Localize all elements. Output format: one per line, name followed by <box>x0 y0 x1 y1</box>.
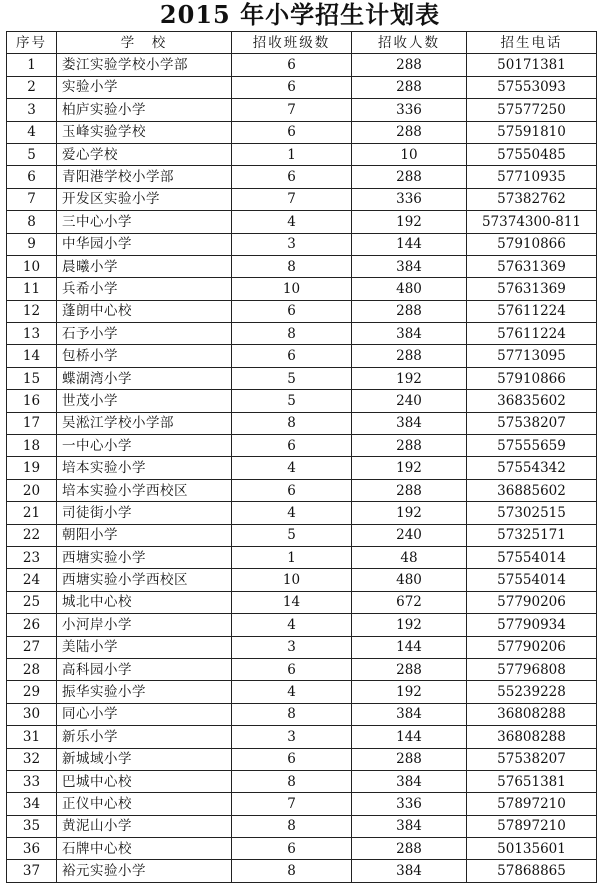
table-row <box>7 793 597 815</box>
phone-number: 57550485 <box>467 143 597 165</box>
school-name: 司徒街小学 <box>57 502 232 524</box>
row-index: 11 <box>7 278 57 300</box>
student-count: 336 <box>352 188 467 210</box>
row-index: 28 <box>7 658 57 680</box>
school-name: 石牌中心校 <box>57 838 232 860</box>
student-count: 336 <box>352 99 467 121</box>
phone-number: 50135601 <box>467 838 597 860</box>
student-count: 288 <box>352 838 467 860</box>
class-count: 8 <box>232 815 352 837</box>
phone-number: 57710935 <box>467 166 597 188</box>
school-name: 石予小学 <box>57 323 232 345</box>
header-school: 学 校 <box>57 32 232 54</box>
row-index: 3 <box>7 99 57 121</box>
class-count: 1 <box>232 143 352 165</box>
student-count: 384 <box>352 860 467 882</box>
phone-number: 57611224 <box>467 323 597 345</box>
table-row <box>7 524 597 546</box>
class-count: 6 <box>232 658 352 680</box>
class-count: 6 <box>232 121 352 143</box>
row-index: 34 <box>7 793 57 815</box>
student-count: 288 <box>352 54 467 76</box>
phone-number: 57631369 <box>467 278 597 300</box>
student-count: 384 <box>352 770 467 792</box>
phone-number: 36808288 <box>467 726 597 748</box>
student-count: 192 <box>352 681 467 703</box>
student-count: 240 <box>352 390 467 412</box>
student-count: 192 <box>352 367 467 389</box>
class-count: 3 <box>232 726 352 748</box>
row-index: 31 <box>7 726 57 748</box>
phone-number: 57554014 <box>467 569 597 591</box>
row-index: 18 <box>7 435 57 457</box>
student-count: 288 <box>352 748 467 770</box>
phone-number: 57790934 <box>467 614 597 636</box>
school-name: 培本实验小学西校区 <box>57 479 232 501</box>
row-index: 13 <box>7 323 57 345</box>
row-index: 17 <box>7 412 57 434</box>
phone-number: 57897210 <box>467 815 597 837</box>
student-count: 192 <box>352 211 467 233</box>
table-row <box>7 99 597 121</box>
school-name: 振华实验小学 <box>57 681 232 703</box>
class-count: 6 <box>232 300 352 322</box>
school-name: 中华园小学 <box>57 233 232 255</box>
class-count: 6 <box>232 76 352 98</box>
class-count: 6 <box>232 838 352 860</box>
phone-number: 57382762 <box>467 188 597 210</box>
school-name: 西塘实验小学西校区 <box>57 569 232 591</box>
class-count: 6 <box>232 54 352 76</box>
row-index: 29 <box>7 681 57 703</box>
phone-number: 57538207 <box>467 748 597 770</box>
row-index: 20 <box>7 479 57 501</box>
school-name: 青阳港学校小学部 <box>57 166 232 188</box>
school-name: 蝶湖湾小学 <box>57 367 232 389</box>
row-index: 37 <box>7 860 57 882</box>
student-count: 384 <box>352 412 467 434</box>
table-row <box>7 300 597 322</box>
table-row <box>7 143 597 165</box>
table-row <box>7 278 597 300</box>
student-count: 480 <box>352 569 467 591</box>
phone-number: 57796808 <box>467 658 597 680</box>
class-count: 4 <box>232 502 352 524</box>
student-count: 48 <box>352 546 467 568</box>
phone-number: 55239228 <box>467 681 597 703</box>
table-body <box>7 54 597 882</box>
table-header-row <box>7 32 597 54</box>
table-row <box>7 188 597 210</box>
student-count: 10 <box>352 143 467 165</box>
student-count: 192 <box>352 614 467 636</box>
table-row <box>7 54 597 76</box>
row-index: 6 <box>7 166 57 188</box>
student-count: 384 <box>352 815 467 837</box>
class-count: 8 <box>232 323 352 345</box>
table-row <box>7 860 597 882</box>
table-row <box>7 546 597 568</box>
school-name: 包桥小学 <box>57 345 232 367</box>
school-name: 新乐小学 <box>57 726 232 748</box>
student-count: 288 <box>352 76 467 98</box>
school-name: 城北中心校 <box>57 591 232 613</box>
class-count: 7 <box>232 793 352 815</box>
row-index: 25 <box>7 591 57 613</box>
school-name: 兵希小学 <box>57 278 232 300</box>
student-count: 384 <box>352 255 467 277</box>
header-classes: 招收班级数 <box>232 32 352 54</box>
class-count: 1 <box>232 546 352 568</box>
table-row <box>7 636 597 658</box>
student-count: 336 <box>352 793 467 815</box>
table-row <box>7 457 597 479</box>
student-count: 384 <box>352 703 467 725</box>
row-index: 22 <box>7 524 57 546</box>
phone-number: 57790206 <box>467 591 597 613</box>
table-row <box>7 345 597 367</box>
student-count: 288 <box>352 345 467 367</box>
student-count: 384 <box>352 323 467 345</box>
header-phone: 招生电话 <box>467 32 597 54</box>
class-count: 14 <box>232 591 352 613</box>
class-count: 4 <box>232 614 352 636</box>
class-count: 4 <box>232 457 352 479</box>
table-row <box>7 76 597 98</box>
school-name: 裕元实验小学 <box>57 860 232 882</box>
row-index: 12 <box>7 300 57 322</box>
school-name: 新城域小学 <box>57 748 232 770</box>
school-name: 吴淞江学校小学部 <box>57 412 232 434</box>
table-row <box>7 703 597 725</box>
school-name: 黄泥山小学 <box>57 815 232 837</box>
table-row <box>7 435 597 457</box>
school-name: 爱心学校 <box>57 143 232 165</box>
table-row <box>7 748 597 770</box>
student-count: 288 <box>352 479 467 501</box>
phone-number: 57577250 <box>467 99 597 121</box>
class-count: 5 <box>232 390 352 412</box>
phone-number: 57591810 <box>467 121 597 143</box>
student-count: 288 <box>352 435 467 457</box>
header-students: 招收人数 <box>352 32 467 54</box>
class-count: 3 <box>232 636 352 658</box>
student-count: 480 <box>352 278 467 300</box>
row-index: 7 <box>7 188 57 210</box>
enrollment-plan-table <box>6 31 597 883</box>
class-count: 8 <box>232 770 352 792</box>
phone-number: 57555659 <box>467 435 597 457</box>
row-index: 15 <box>7 367 57 389</box>
class-count: 10 <box>232 278 352 300</box>
row-index: 35 <box>7 815 57 837</box>
row-index: 2 <box>7 76 57 98</box>
phone-number: 57325171 <box>467 524 597 546</box>
phone-number: 57374300-811 <box>467 211 597 233</box>
row-index: 27 <box>7 636 57 658</box>
school-name: 实验小学 <box>57 76 232 98</box>
school-name: 三中心小学 <box>57 211 232 233</box>
phone-number: 36808288 <box>467 703 597 725</box>
table-row <box>7 255 597 277</box>
row-index: 4 <box>7 121 57 143</box>
student-count: 288 <box>352 166 467 188</box>
student-count: 144 <box>352 233 467 255</box>
school-name: 开发区实验小学 <box>57 188 232 210</box>
table-row <box>7 323 597 345</box>
table-row <box>7 681 597 703</box>
class-count: 5 <box>232 367 352 389</box>
row-index: 24 <box>7 569 57 591</box>
student-count: 240 <box>352 524 467 546</box>
table-row <box>7 233 597 255</box>
school-name: 小河岸小学 <box>57 614 232 636</box>
table-row <box>7 591 597 613</box>
student-count: 192 <box>352 457 467 479</box>
table-row <box>7 502 597 524</box>
student-count: 192 <box>352 502 467 524</box>
row-index: 26 <box>7 614 57 636</box>
school-name: 一中心小学 <box>57 435 232 457</box>
school-name: 巴城中心校 <box>57 770 232 792</box>
phone-number: 50171381 <box>467 54 597 76</box>
phone-number: 57651381 <box>467 770 597 792</box>
phone-number: 57790206 <box>467 636 597 658</box>
table-row <box>7 166 597 188</box>
class-count: 4 <box>232 211 352 233</box>
page-title: 2015 年小学招生计划表 <box>159 0 441 29</box>
class-count: 8 <box>232 860 352 882</box>
row-index: 21 <box>7 502 57 524</box>
class-count: 6 <box>232 345 352 367</box>
class-count: 7 <box>232 188 352 210</box>
table-row <box>7 770 597 792</box>
row-index: 5 <box>7 143 57 165</box>
class-count: 5 <box>232 524 352 546</box>
class-count: 7 <box>232 99 352 121</box>
class-count: 6 <box>232 166 352 188</box>
phone-number: 36835602 <box>467 390 597 412</box>
phone-number: 57631369 <box>467 255 597 277</box>
student-count: 288 <box>352 658 467 680</box>
class-count: 10 <box>232 569 352 591</box>
table-row <box>7 121 597 143</box>
table-row <box>7 815 597 837</box>
class-count: 3 <box>232 233 352 255</box>
table-row <box>7 726 597 748</box>
header-index: 序号 <box>7 32 57 54</box>
phone-number: 36885602 <box>467 479 597 501</box>
table-row <box>7 569 597 591</box>
phone-number: 57897210 <box>467 793 597 815</box>
class-count: 8 <box>232 255 352 277</box>
class-count: 8 <box>232 412 352 434</box>
row-index: 10 <box>7 255 57 277</box>
class-count: 4 <box>232 681 352 703</box>
student-count: 672 <box>352 591 467 613</box>
phone-number: 57713095 <box>467 345 597 367</box>
school-name: 西塘实验小学 <box>57 546 232 568</box>
row-index: 32 <box>7 748 57 770</box>
school-name: 朝阳小学 <box>57 524 232 546</box>
row-index: 36 <box>7 838 57 860</box>
school-name: 世茂小学 <box>57 390 232 412</box>
phone-number: 57868865 <box>467 860 597 882</box>
school-name: 高科园小学 <box>57 658 232 680</box>
phone-number: 57611224 <box>467 300 597 322</box>
table-row <box>7 211 597 233</box>
phone-number: 57910866 <box>467 233 597 255</box>
row-index: 30 <box>7 703 57 725</box>
school-name: 玉峰实验学校 <box>57 121 232 143</box>
phone-number: 57553093 <box>467 76 597 98</box>
row-index: 8 <box>7 211 57 233</box>
school-name: 柏庐实验小学 <box>57 99 232 121</box>
table-row <box>7 390 597 412</box>
row-index: 1 <box>7 54 57 76</box>
table-row <box>7 412 597 434</box>
table-row <box>7 479 597 501</box>
student-count: 144 <box>352 726 467 748</box>
class-count: 6 <box>232 479 352 501</box>
table-row <box>7 614 597 636</box>
row-index: 19 <box>7 457 57 479</box>
class-count: 6 <box>232 748 352 770</box>
school-name: 蓬朗中心校 <box>57 300 232 322</box>
phone-number: 57554342 <box>467 457 597 479</box>
row-index: 14 <box>7 345 57 367</box>
row-index: 33 <box>7 770 57 792</box>
row-index: 23 <box>7 546 57 568</box>
school-name: 晨曦小学 <box>57 255 232 277</box>
student-count: 144 <box>352 636 467 658</box>
school-name: 美陆小学 <box>57 636 232 658</box>
school-name: 培本实验小学 <box>57 457 232 479</box>
row-index: 9 <box>7 233 57 255</box>
phone-number: 57554014 <box>467 546 597 568</box>
school-name: 同心小学 <box>57 703 232 725</box>
row-index: 16 <box>7 390 57 412</box>
table-row <box>7 838 597 860</box>
class-count: 6 <box>232 435 352 457</box>
school-name: 娄江实验学校小学部 <box>57 54 232 76</box>
student-count: 288 <box>352 121 467 143</box>
table-row <box>7 658 597 680</box>
student-count: 288 <box>352 300 467 322</box>
phone-number: 57302515 <box>467 502 597 524</box>
class-count: 8 <box>232 703 352 725</box>
school-name: 正仪中心校 <box>57 793 232 815</box>
table-row <box>7 367 597 389</box>
phone-number: 57910866 <box>467 367 597 389</box>
phone-number: 57538207 <box>467 412 597 434</box>
